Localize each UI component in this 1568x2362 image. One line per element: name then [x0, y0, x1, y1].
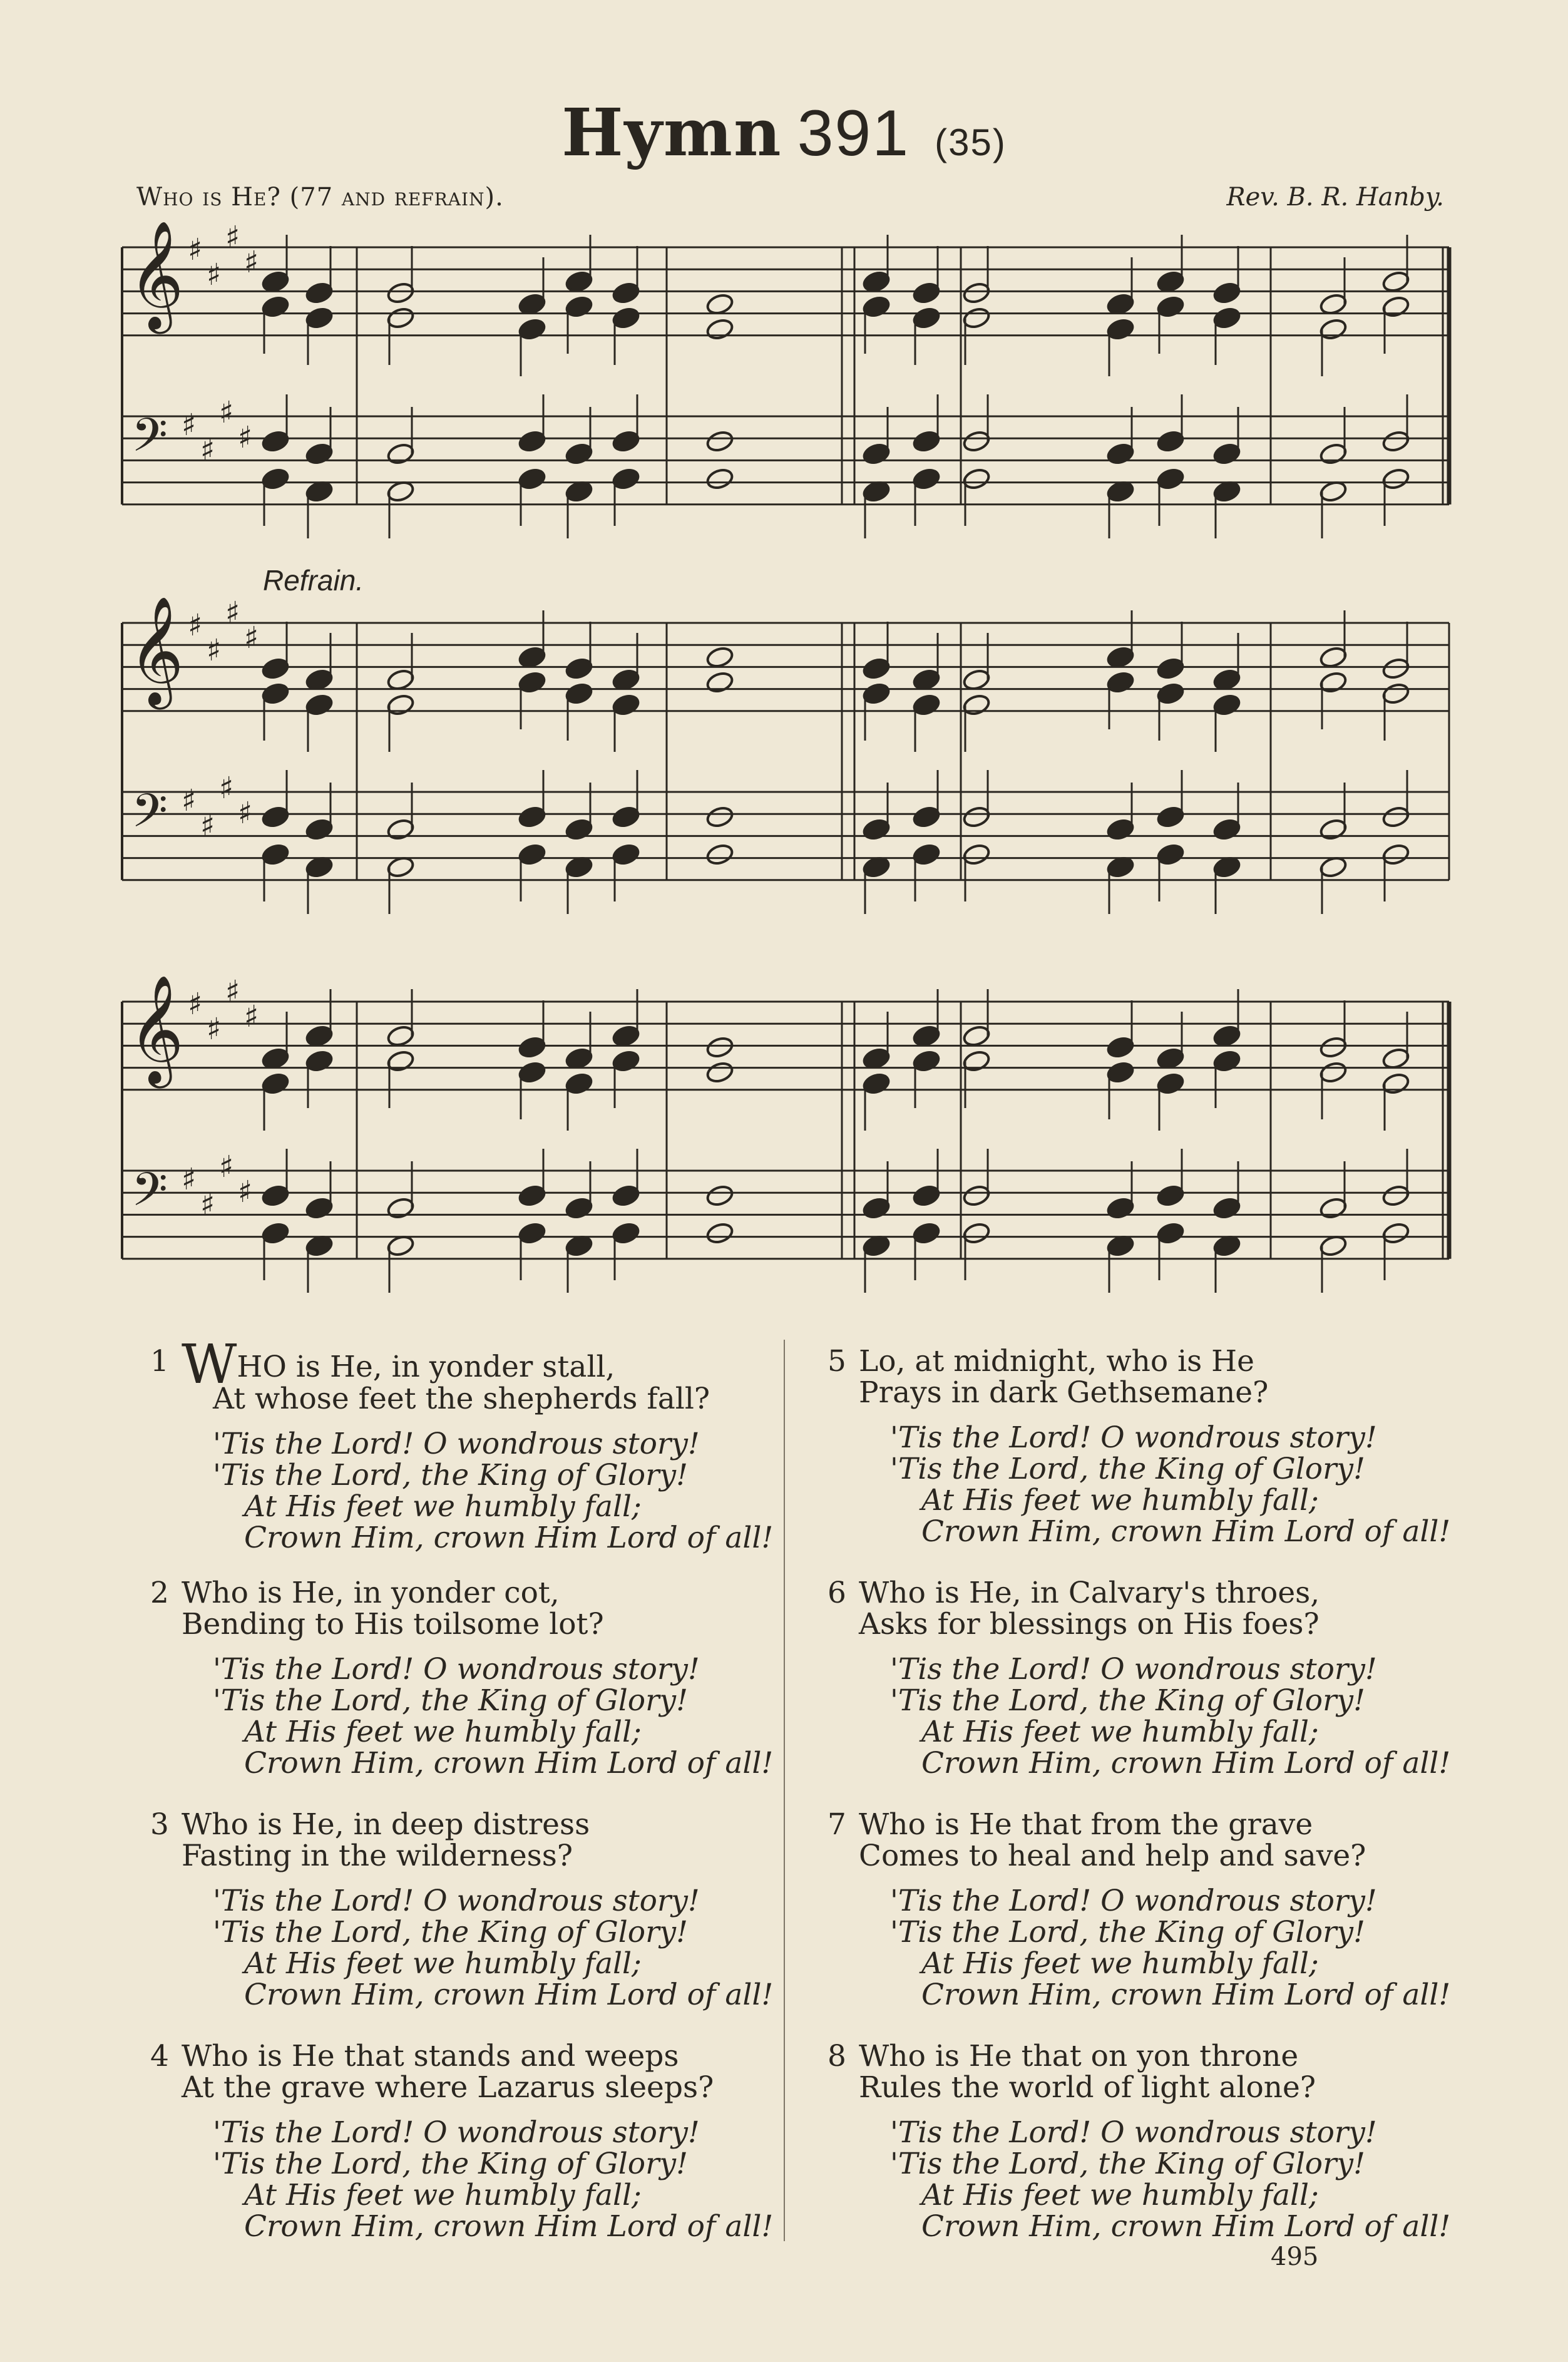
bass-note: [305, 442, 334, 466]
treble-note: [1381, 295, 1410, 319]
chorus-line: 'Tis the Lord! O wondrous story!: [213, 1427, 700, 1461]
verse-line: At the grave where Lazarus sleeps?: [182, 2070, 714, 2105]
treble-note: [1319, 1035, 1348, 1059]
column-divider: [784, 1340, 785, 2241]
verse-line: Prays in dark Gethsemane?: [859, 1375, 1269, 1410]
treble-note: [1212, 281, 1241, 305]
bass-note: [912, 467, 941, 491]
verse-5: [828, 1344, 1451, 1549]
treble-note: [386, 1024, 415, 1048]
sharp-icon: ♯: [244, 620, 259, 655]
treble-clef-icon: 𝄞: [128, 220, 184, 329]
bass-note: [705, 843, 734, 866]
bass-note: [1212, 818, 1241, 841]
bass-note: [261, 843, 290, 866]
verse-line: Who is He that on yon throne: [859, 2039, 1299, 2073]
bass-note: [705, 1184, 734, 1208]
chorus-line: 'Tis the Lord! O wondrous story!: [890, 1884, 1377, 1918]
bass-note: [1319, 818, 1348, 841]
bass-note: [1381, 843, 1410, 866]
bass-note: [962, 467, 991, 491]
verse-line: WHO is He, in yonder stall,: [182, 1333, 615, 1396]
bass-note: [518, 429, 546, 453]
bass-note: [705, 805, 734, 829]
treble-clef-icon: 𝄞: [128, 975, 184, 1084]
chorus: [182, 2117, 773, 2242]
bass-note: [1156, 1221, 1185, 1245]
bass-note: [612, 805, 640, 829]
sharp-icon: ♯: [200, 808, 215, 843]
treble-note: [1381, 1072, 1410, 1096]
chorus-line: 'Tis the Lord! O wondrous story!: [213, 1652, 700, 1687]
treble-note: [565, 682, 593, 706]
treble-note: [518, 645, 546, 669]
chorus-line: 'Tis the Lord, the King of Glory!: [890, 1915, 1365, 1949]
bass-note: [862, 442, 891, 466]
verse-number: 8: [828, 2039, 846, 2073]
treble-note: [705, 1060, 734, 1084]
bass-note: [1319, 442, 1348, 466]
sharp-icon: ♯: [207, 257, 222, 292]
treble-note: [261, 1072, 290, 1096]
bass-note: [1319, 1196, 1348, 1220]
verse-3: [150, 1807, 774, 2012]
bass-note: [862, 818, 891, 841]
treble-note: [386, 281, 415, 305]
bass-note: [962, 1184, 991, 1208]
bass-note: [1381, 467, 1410, 491]
bass-note: [261, 467, 290, 491]
bass-note: [612, 429, 640, 453]
sharp-icon: ♯: [188, 608, 203, 643]
chorus-line: At His feet we humbly fall;: [244, 1715, 642, 1749]
treble-note: [518, 1060, 546, 1084]
verse-number: 7: [828, 1807, 846, 1842]
bass-note: [705, 467, 734, 491]
treble-note: [1106, 670, 1135, 694]
treble-note: [912, 1024, 941, 1048]
treble-note: [565, 657, 593, 680]
chorus-line: 'Tis the Lord! O wondrous story!: [213, 1884, 700, 1918]
chorus: [859, 2117, 1450, 2242]
treble-note: [518, 1035, 546, 1059]
bass-note: [1381, 805, 1410, 829]
treble-note: [1156, 1072, 1185, 1096]
bass-note: [962, 1221, 991, 1245]
bass-note: [518, 467, 546, 491]
treble-note: [912, 693, 941, 717]
chorus-line: At His feet we humbly fall;: [921, 1946, 1319, 1981]
chorus-line: Crown Him, crown Him Lord of all!: [244, 1978, 774, 2012]
treble-note: [1156, 270, 1185, 294]
sharp-icon: ♯: [200, 1187, 215, 1222]
treble-note: [1106, 645, 1135, 669]
bass-note: [1106, 1196, 1135, 1220]
bass-note: [305, 1196, 334, 1220]
bass-note: [912, 1221, 941, 1245]
hymn-number: 391: [797, 97, 910, 170]
bass-note: [612, 467, 640, 491]
treble-note: [386, 306, 415, 330]
treble-note: [962, 1049, 991, 1073]
treble-note: [1212, 1049, 1241, 1073]
bass-note: [1106, 442, 1135, 466]
treble-note: [912, 306, 941, 330]
chorus-line: 'Tis the Lord, the King of Glory!: [213, 1915, 688, 1949]
chorus: [859, 1422, 1450, 1548]
sharp-icon: ♯: [238, 420, 253, 455]
treble-note: [261, 682, 290, 706]
chorus: [859, 1886, 1450, 2011]
treble-note: [912, 281, 941, 305]
treble-note: [305, 693, 334, 717]
bass-note: [518, 1184, 546, 1208]
sharp-icon: ♯: [188, 232, 203, 267]
bass-note: [305, 818, 334, 841]
bass-note: [1381, 1221, 1410, 1245]
bass-note: [1212, 442, 1241, 466]
treble-note: [1156, 682, 1185, 706]
refrain-label: Refrain.: [263, 564, 364, 597]
bass-note: [962, 429, 991, 453]
bass-note: [705, 1221, 734, 1245]
chorus-line: 'Tis the Lord, the King of Glory!: [890, 2147, 1365, 2181]
sharp-icon: ♯: [200, 433, 215, 468]
treble-note: [1319, 317, 1348, 341]
verse-line: Bending to His toilsome lot?: [182, 1607, 604, 1641]
verse-7: [828, 1807, 1451, 2012]
chorus-line: 'Tis the Lord! O wondrous story!: [890, 1652, 1377, 1687]
chorus-line: Crown Him, crown Him Lord of all!: [921, 2209, 1451, 2244]
treble-note: [962, 306, 991, 330]
verse-line: Who is He, in Calvary's throes,: [859, 1576, 1320, 1610]
treble-note: [261, 657, 290, 680]
sharp-icon: ♯: [244, 999, 259, 1034]
treble-note: [518, 317, 546, 341]
sharp-icon: ♯: [238, 796, 253, 831]
bass-note: [1106, 818, 1135, 841]
bass-note: [1156, 843, 1185, 866]
bass-note: [386, 818, 415, 841]
treble-note: [565, 1072, 593, 1096]
chorus-line: At His feet we humbly fall;: [921, 2178, 1319, 2212]
treble-note: [862, 657, 891, 680]
hymn-title-word: Hymn: [561, 94, 782, 171]
verse-line: Fasting in the wilderness?: [182, 1839, 573, 1873]
bass-note: [261, 1221, 290, 1245]
verse-line: Comes to heal and help and save?: [859, 1839, 1366, 1873]
bass-note: [261, 1184, 290, 1208]
sharp-icon: ♯: [244, 245, 259, 280]
chorus-line: At His feet we humbly fall;: [244, 2178, 642, 2212]
bass-note: [386, 1196, 415, 1220]
chorus-line: Crown Him, crown Him Lord of all!: [244, 2209, 774, 2244]
bass-note: [518, 805, 546, 829]
sharp-icon: ♯: [219, 771, 234, 806]
chorus-line: Crown Him, crown Him Lord of all!: [921, 1978, 1451, 2012]
page-number: 495: [1271, 2242, 1319, 2271]
treble-note: [1319, 670, 1348, 694]
chorus: [859, 1654, 1450, 1779]
bass-note: [1212, 1196, 1241, 1220]
treble-note: [962, 1024, 991, 1048]
bass-note: [705, 429, 734, 453]
bass-note: [612, 1221, 640, 1245]
bass-note: [1381, 1184, 1410, 1208]
sharp-icon: ♯: [225, 595, 240, 630]
bass-clef-icon: 𝄢: [131, 1163, 168, 1228]
treble-note: [962, 281, 991, 305]
verse-line: Rules the world of light alone?: [859, 2070, 1316, 2105]
sharp-icon: ♯: [182, 408, 197, 443]
treble-note: [1156, 295, 1185, 319]
chorus-line: At His feet we humbly fall;: [921, 1483, 1319, 1517]
treble-note: [705, 317, 734, 341]
chorus: [182, 1886, 773, 2011]
treble-note: [705, 1035, 734, 1059]
sharp-icon: ♯: [225, 974, 240, 1009]
treble-note: [962, 693, 991, 717]
verse-line: At whose feet the shepherds fall?: [213, 1382, 710, 1416]
sharp-icon: ♯: [182, 783, 197, 818]
verse-4: [150, 2039, 774, 2244]
bass-note: [962, 843, 991, 866]
verse-line: Who is He, in deep distress: [182, 1807, 590, 1842]
chorus-line: 'Tis the Lord! O wondrous story!: [890, 2115, 1377, 2150]
bass-note: [565, 442, 593, 466]
sharp-icon: ♯: [207, 633, 222, 668]
sharp-icon: ♯: [207, 1012, 222, 1047]
treble-note: [261, 270, 290, 294]
treble-note: [1319, 645, 1348, 669]
treble-note: [1212, 693, 1241, 717]
bass-note: [386, 442, 415, 466]
chorus-line: Crown Him, crown Him Lord of all!: [244, 1746, 774, 1780]
bass-note: [518, 843, 546, 866]
treble-note: [565, 295, 593, 319]
bass-note: [565, 818, 593, 841]
chorus-line: 'Tis the Lord! O wondrous story!: [890, 1420, 1377, 1455]
verse-line: Who is He that stands and weeps: [182, 2039, 679, 2073]
bass-note: [912, 429, 941, 453]
chorus-line: 'Tis the Lord, the King of Glory!: [890, 1452, 1365, 1486]
verse-number: 5: [828, 1344, 846, 1379]
treble-note: [305, 306, 334, 330]
bass-note: [962, 805, 991, 829]
treble-note: [1106, 317, 1135, 341]
tune-name: Who is He? (77 and refrain).: [136, 183, 504, 212]
bass-note: [1156, 805, 1185, 829]
treble-note: [386, 1049, 415, 1073]
sharp-icon: ♯: [188, 987, 203, 1022]
bass-note: [612, 1184, 640, 1208]
treble-note: [705, 670, 734, 694]
bass-note: [1156, 1184, 1185, 1208]
bass-note: [612, 843, 640, 866]
sharp-icon: ♯: [238, 1174, 253, 1209]
chorus-line: At His feet we humbly fall;: [244, 1946, 642, 1981]
bass-note: [912, 805, 941, 829]
treble-note: [518, 670, 546, 694]
verse-number: 3: [150, 1807, 169, 1842]
treble-note: [305, 1024, 334, 1048]
chorus-line: At His feet we humbly fall;: [244, 1489, 642, 1524]
chorus-line: Crown Him, crown Him Lord of all!: [921, 1514, 1451, 1549]
chorus-line: 'Tis the Lord, the King of Glory!: [213, 1458, 688, 1492]
sharp-icon: ♯: [225, 220, 240, 255]
chorus-line: 'Tis the Lord, the King of Glory!: [213, 1683, 688, 1718]
treble-note: [565, 270, 593, 294]
treble-note: [1319, 1060, 1348, 1084]
treble-note: [1381, 657, 1410, 680]
chorus-line: At His feet we humbly fall;: [921, 1715, 1319, 1749]
treble-note: [261, 295, 290, 319]
sharp-icon: ♯: [219, 395, 234, 430]
bass-note: [261, 805, 290, 829]
verse-number: 4: [150, 2039, 169, 2073]
treble-note: [862, 1072, 891, 1096]
chorus: [182, 1654, 773, 1779]
treble-note: [386, 693, 415, 717]
chorus: [182, 1429, 773, 1554]
verse-6: [828, 1576, 1451, 1780]
verse-number: 6: [828, 1576, 846, 1610]
treble-note: [862, 295, 891, 319]
treble-note: [1106, 1060, 1135, 1084]
bass-clef-icon: 𝄢: [131, 784, 168, 850]
hymn-alt-number: (35): [935, 121, 1007, 163]
chorus-line: 'Tis the Lord! O wondrous story!: [213, 2115, 700, 2150]
treble-note: [612, 281, 640, 305]
treble-note: [612, 1024, 640, 1048]
treble-note: [612, 306, 640, 330]
chorus-line: Crown Him, crown Him Lord of all!: [244, 1521, 774, 1555]
treble-note: [305, 1049, 334, 1073]
treble-note: [705, 645, 734, 669]
verse-1: [150, 1333, 774, 1555]
verse-line: Who is He, in yonder cot,: [182, 1576, 560, 1610]
treble-note: [1212, 1024, 1241, 1048]
treble-note: [1381, 270, 1410, 294]
treble-note: [862, 682, 891, 706]
treble-note: [1156, 657, 1185, 680]
chorus-line: 'Tis the Lord, the King of Glory!: [213, 2147, 688, 2181]
bass-note: [862, 1196, 891, 1220]
treble-note: [1381, 682, 1410, 706]
verse-number: 2: [150, 1576, 169, 1610]
bass-note: [565, 1196, 593, 1220]
treble-note: [305, 281, 334, 305]
bass-note: [1156, 429, 1185, 453]
verse-8: [828, 2039, 1451, 2244]
sharp-icon: ♯: [182, 1162, 197, 1197]
treble-note: [612, 1049, 640, 1073]
treble-note: [612, 693, 640, 717]
treble-note: [912, 1049, 941, 1073]
verse-number: 1: [150, 1344, 169, 1379]
treble-note: [862, 270, 891, 294]
chorus-line: 'Tis the Lord, the King of Glory!: [890, 1683, 1365, 1718]
verse-2: [150, 1576, 774, 1780]
chorus-line: Crown Him, crown Him Lord of all!: [921, 1746, 1451, 1780]
bass-clef-icon: 𝄢: [131, 408, 168, 474]
bass-note: [912, 1184, 941, 1208]
treble-note: [1212, 306, 1241, 330]
bass-note: [912, 843, 941, 866]
bass-note: [261, 429, 290, 453]
bass-note: [1381, 429, 1410, 453]
verse-line: Who is He that from the grave: [859, 1807, 1313, 1842]
bass-note: [1156, 467, 1185, 491]
sharp-icon: ♯: [219, 1149, 234, 1184]
drop-cap: W: [182, 1333, 237, 1396]
treble-clef-icon: 𝄞: [128, 596, 184, 705]
verse-line: Lo, at midnight, who is He: [859, 1344, 1254, 1379]
verse-line: Asks for blessings on His foes?: [859, 1607, 1319, 1641]
treble-note: [1106, 1035, 1135, 1059]
bass-note: [518, 1221, 546, 1245]
author: Rev. B. R. Hanby.: [1226, 183, 1444, 212]
